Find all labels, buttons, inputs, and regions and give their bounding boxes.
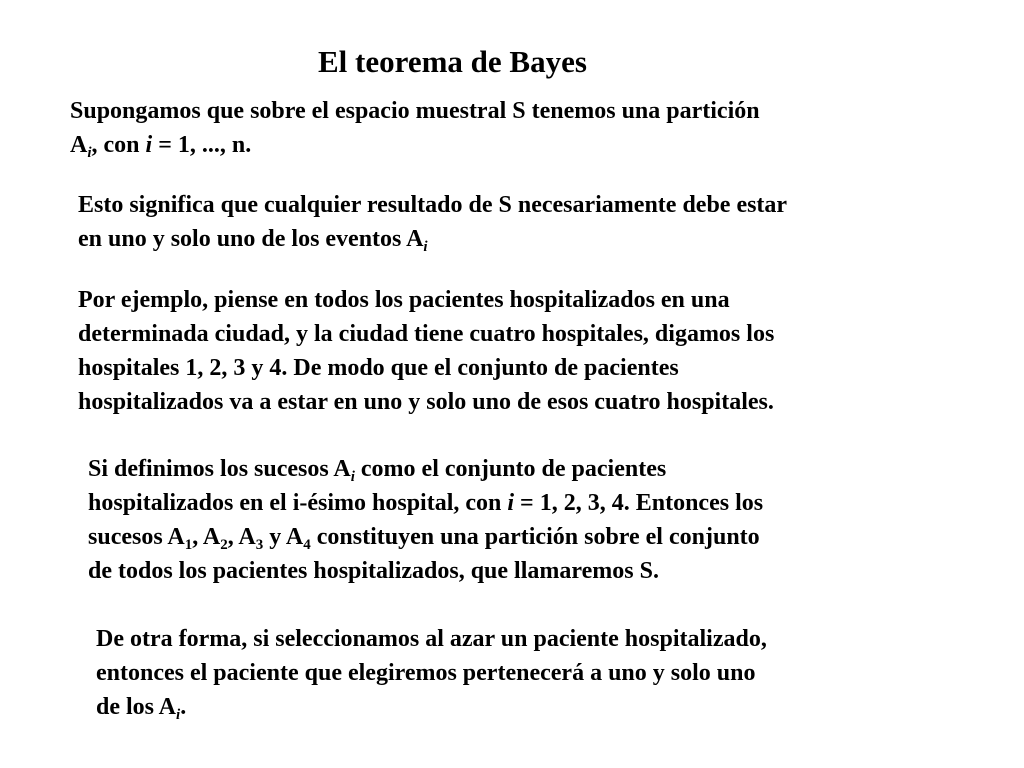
subscript: i	[87, 145, 92, 161]
paragraph-line	[78, 222, 787, 256]
paragraph-random-selection	[96, 622, 767, 724]
paragraph-line: Por ejemplo, piense en todos los pacientes hospitalizados en una	[78, 287, 730, 313]
paragraph-example	[78, 283, 774, 419]
slide-title: El teorema de Bayes	[318, 44, 587, 79]
paragraph-line: Esto significa que cualquier resultado de S necesariamente debe estar	[78, 192, 788, 218]
paragraph-line: De otra forma, si seleccionamos al azar un paciente hospitalizado,	[96, 626, 767, 652]
text-fragment: Si definimos los sucesos A	[88, 456, 351, 482]
paragraph-events-definition	[88, 452, 763, 588]
text-fragment: en uno y solo uno de los eventos A	[78, 226, 424, 252]
text-fragment: , A	[227, 524, 256, 550]
text-fragment: hospitalizados en el i-ésimo hospital, con	[88, 490, 508, 516]
text-fragment: = 1, ..., n.	[152, 132, 252, 158]
text-fragment: = 1, 2, 3, 4. Entonces los	[514, 490, 764, 516]
text-fragment: , con	[91, 132, 146, 158]
paragraph-line	[88, 452, 763, 486]
text-fragment: de los A	[96, 694, 177, 720]
subscript: 1	[184, 537, 193, 553]
text-fragment: , A	[192, 524, 221, 550]
subscript: 3	[255, 537, 264, 553]
text-fragment: A	[70, 132, 88, 158]
paragraph-line: Supongamos que sobre el espacio muestral S tenemos una partición	[70, 98, 760, 124]
text-fragment: constituyen una partición sobre el conjunto	[310, 524, 760, 550]
text-fragment: .	[180, 694, 187, 720]
subscript: i	[350, 469, 355, 485]
paragraph-line: determinada ciudad, y la ciudad tiene cuatro hospitales, digamos los	[78, 321, 775, 347]
paragraph-line: de todos los pacientes hospitalizados, que llamaremos S.	[88, 558, 659, 584]
paragraph-partition-definition	[70, 94, 760, 162]
text-fragment: como el conjunto de pacientes	[354, 456, 667, 482]
subscript: i	[176, 707, 181, 723]
text-fragment: sucesos A	[88, 524, 185, 550]
paragraph-meaning	[78, 188, 787, 256]
paragraph-line	[70, 128, 760, 162]
italic-variable: i	[145, 132, 153, 158]
text-fragment: y A	[263, 524, 304, 550]
paragraph-line: hospitales 1, 2, 3 y 4. De modo que el conjunto de pacientes	[78, 355, 679, 381]
paragraph-line	[88, 520, 763, 554]
paragraph-line: hospitalizados va a estar en uno y solo uno de esos cuatro hospitales.	[78, 389, 774, 415]
italic-variable: i	[507, 490, 515, 516]
subscript: 4	[303, 537, 311, 553]
subscript: i	[423, 239, 428, 255]
paragraph-line	[96, 690, 767, 724]
subscript: 2	[220, 537, 228, 553]
paragraph-line: entonces el paciente que elegiremos pertenecerá a uno y solo uno	[96, 660, 756, 686]
paragraph-line	[88, 486, 763, 520]
